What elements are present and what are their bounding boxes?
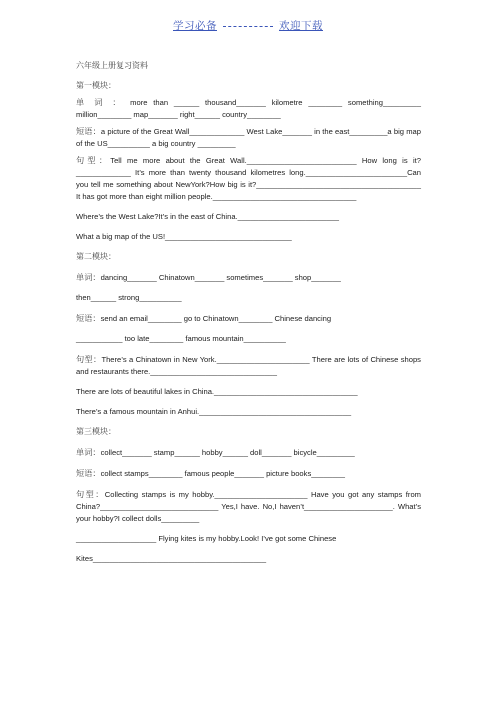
module-1-phrases <box>76 125 421 150</box>
words-label: 单词： <box>76 447 101 457</box>
module-2-line-b: There’s a famous mountain in Anhui.____________________________________ <box>76 407 352 416</box>
module-2-words <box>76 271 421 284</box>
module-3-heading: 第三模块： <box>76 427 116 436</box>
module-2-sentences <box>76 353 421 378</box>
header-dash-line <box>223 26 273 27</box>
module-3-sentences-text: Collecting stamps is my hobby.______________________ Have you got any stamps from China?____________________________ Yes,I have. No,I haven’t_____________________. What’s your hobby?I collect dolls_________ <box>76 490 421 523</box>
module-3-sentences <box>76 488 421 525</box>
phrases-label: 短语： <box>76 468 101 478</box>
module-3-words <box>76 446 421 459</box>
module-3-line-b: Kites_________________________________________ <box>76 554 267 563</box>
sentences-label: 句型： <box>76 155 111 165</box>
header-left-text: 学习必备 <box>173 20 217 32</box>
module-3-line-a: ___________________ Flying kites is my hobby.Look! I’ve got some Chinese <box>76 534 337 543</box>
module-1-words <box>76 96 421 121</box>
module-1-sentences <box>76 154 421 203</box>
module-1-sentences-text: Tell me more about the Great Wall.__________________________ How long is it?_____________ It’s more than twenty thousand kilometres long.________________________Can you tell me something about NewYork?How big is it?_______________________________________ It has got more than eight million people.__________________________________ <box>76 156 421 201</box>
doc-title: 六年级上册复习资料 <box>76 61 148 70</box>
header-right-text: 欢迎下载 <box>279 20 323 32</box>
module-2-heading: 第二模块： <box>76 252 116 261</box>
sentences-label: 句型： <box>76 489 105 499</box>
module-2-phrases-text: send an email________ go to Chinatown________ Chinese dancing <box>100 314 332 323</box>
page-header <box>0 18 496 33</box>
document-body <box>76 60 421 569</box>
module-2-words-line-2: then______ strong__________ <box>76 293 182 302</box>
module-1-phrases-text: a picture of the Great Wall_____________ West Lake_______ in the east_________a big map of the US__________ a big country _________ <box>76 127 421 148</box>
module-1-line-b: What a big map of the US!______________________________ <box>76 232 292 241</box>
phrases-label: 短语： <box>76 126 101 136</box>
words-label: 单 词 ： <box>76 97 125 107</box>
module-3-phrases <box>76 467 421 480</box>
module-1-words-text: more than ______ thousand_______ kilometre ________ something_________ million________ map_______ right______ country________ <box>76 98 421 119</box>
module-2-words-text: dancing_______ Chinatown_______ sometimes_______ shop_______ <box>100 273 341 282</box>
words-label: 单词： <box>76 272 101 282</box>
module-2-phrases-line-2: ___________ too late________ famous mountain__________ <box>76 334 286 343</box>
module-2-phrases <box>76 312 421 325</box>
module-2-sentences-text: There’s a Chinatown in New York.______________________ There are lots of Chinese shops and restaurants there.______________________________ <box>76 355 421 376</box>
phrases-label: 短语： <box>76 313 101 323</box>
module-1-heading: 第一模块： <box>76 81 116 90</box>
module-3-phrases-text: collect stamps________ famous people_______ picture books________ <box>100 469 346 478</box>
module-2-line-a: There are lots of beautiful lakes in China.__________________________________ <box>76 387 358 396</box>
module-1-line-a: Where’s the West Lake?It’s in the east of China.________________________ <box>76 212 340 221</box>
module-3-words-text: collect_______ stamp______ hobby______ doll_______ bicycle_________ <box>100 448 355 457</box>
sentences-label: 句型： <box>76 354 102 364</box>
